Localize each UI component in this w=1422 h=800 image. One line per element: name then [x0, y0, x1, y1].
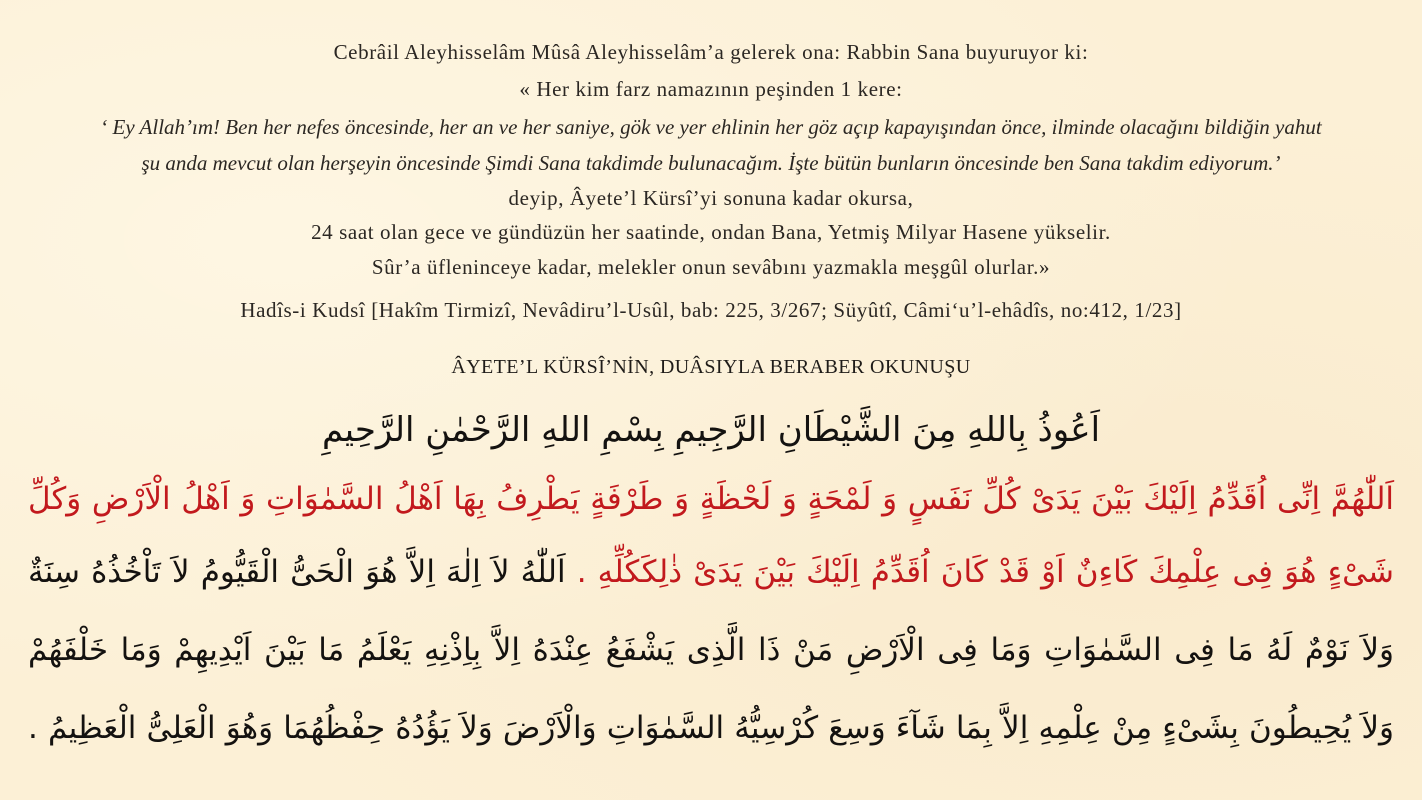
ayetel-kursi-line-2: وَلاَ نَوْمٌ لَهُ مَا فِى السَّمٰوَاتِ وَمَا فِى الْاَرْضِ مَنْ ذَا الَّذِى يَشْفَعُ عِنْدَهُ اِلاَّ بِاِذْنِهِ يَعْلَمُ مَا بَيْنَ اَيْدِيهِمْ وَمَا خَلْفَهُمْ: [28, 632, 1394, 668]
intro-line-4: 24 saat olan gece ve gündüzün her saatinde, ondan Bana, Yetmiş Milyar Hasene yükselir.: [311, 220, 1111, 244]
arabic-basmala-line: اَعُوذُ بِاللهِ مِنَ الشَّيْطَانِ الرَّجِيمِ بِسْمِ اللهِ الرَّحْمٰنِ الرَّحِيمِ: [321, 410, 1101, 450]
section-heading: ÂYETE’L KÜRSÎ’NİN, DUÂSIYLA BERABER OKUNUŞU: [451, 356, 971, 378]
intro-line-1: Cebrâil Aleyhisselâm Mûsâ Aleyhisselâm’a gelerek ona: Rabbin Sana buyuruyor ki:: [333, 40, 1089, 64]
prayer-quote-line-2: şu anda mevcut olan herşeyin öncesinde Şimdi Sana takdimde bulunacağım. İşte bütün bunların öncesinde ben Sana takdim ediyorum.’: [141, 151, 1281, 175]
arabic-line-3: [28, 554, 1394, 590]
intro-line-3: deyip, Âyete’l Kürsî’yi sonuna kadar okursa,: [508, 186, 914, 210]
prayer-quote-line-1: ‘ Ey Allah’ım! Ben her nefes öncesinde, her an ve her saniye, gök ve yer ehlinin her göz açıp kapayışından önce, ilminde olacağını bildiğin yahut: [100, 115, 1322, 139]
ayetel-kursi-start: اَللّٰهُ لاَ اِلٰهَ اِلاَّ هُوَ الْحَىُّ الْقَيُّومُ لاَ تَاْخُذُهُ سِنَةٌ: [28, 554, 577, 590]
arabic-dua-line-2: شَىْءٍ هُوَ فِى عِلْمِكَ كَاءِنٌ اَوْ قَدْ كَانَ اُقَدِّمُ اِلَيْكَ بَيْنَ يَدَىْ ذٰلِكَكُلِّهِ .: [576, 554, 1394, 590]
hadith-source: Hadîs-i Kudsî [Hakîm Tirmizî, Nevâdiru’l-Usûl, bab: 225, 3/267; Süyûtî, Câmi‘u’l-ehâdîs, no:412, 1/23]: [240, 298, 1182, 322]
intro-line-2: « Her kim farz namazının peşinden 1 kere:: [519, 77, 903, 101]
intro-line-5: Sûr’a üfleninceye kadar, melekler onun sevâbını yazmakla meşgûl olurlar.»: [371, 255, 1051, 279]
arabic-dua-line-1: اَللّٰهُمَّ اِنِّى اُقَدِّمُ اِلَيْكَ بَيْنَ يَدَىْ كُلِّ نَفَسٍ وَ لَمْحَةٍ وَ لَحْظَةٍ وَ طَرْفَةٍ يَطْرِفُ بِهَا اَهْلُ السَّمٰوَاتِ وَ اَهْلُ الْاَرْضِ وَكُلِّ: [28, 481, 1394, 517]
ayetel-kursi-line-3: وَلاَ يُحِيطُونَ بِشَىْءٍ مِنْ عِلْمِهِ اِلاَّ بِمَا شَآءَ وَسِعَ كُرْسِيُّهُ السَّمٰوَاتِ وَالْاَرْضَ وَلاَ يَؤُدُهُ حِفْظُهُمَا وَهُوَ الْعَلِىُّ الْعَظِيمُ .: [28, 710, 1394, 746]
